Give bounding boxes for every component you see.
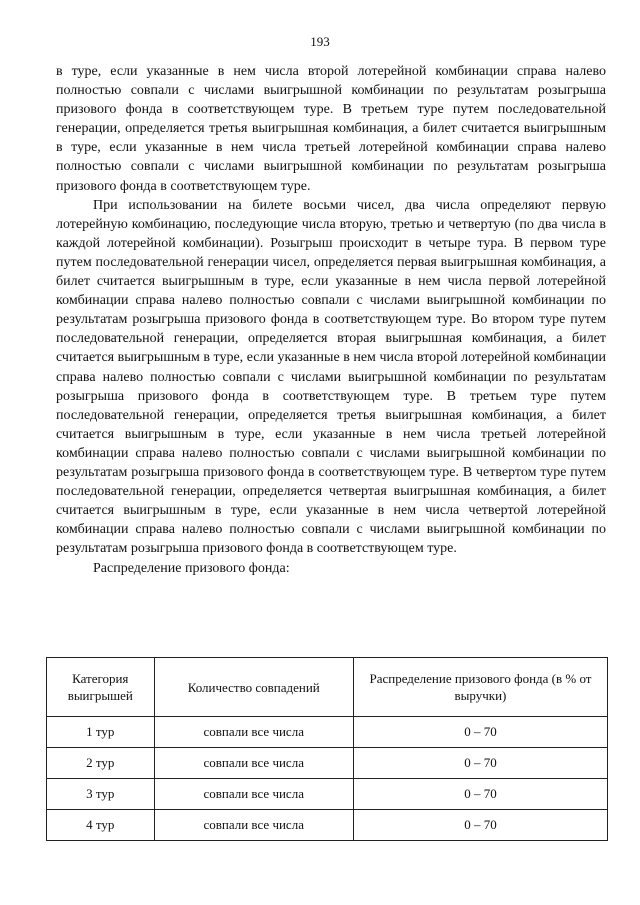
cell-distribution: 0 – 70 (353, 748, 607, 779)
table-row (47, 779, 608, 810)
prize-distribution-table (46, 657, 608, 841)
cell-distribution: 0 – 70 (353, 810, 607, 841)
cell-distribution: 0 – 70 (353, 779, 607, 810)
header-category: Категория выигрышей (47, 658, 155, 717)
table-row (47, 717, 608, 748)
table-row (47, 810, 608, 841)
cell-matches: совпали все числа (154, 748, 353, 779)
cell-category: 4 тур (47, 810, 155, 841)
paragraph-eight-numbers: При использовании на билете восьми чисел, два числа определяют первую лотерейную комбинацию, последующие числа вторую, третью и четвертую (по два числа в каждой лотерейной комбинации). Розыгрыш происходит в четыре тура. В первом туре путем последовательной генерации чисел, определяется первая выигрышная комбинация, а билет считается выигрышным в туре, если указанные в нем числа первой лотерейной комбинации справа налево полностью совпали с числами выигрышной комбинации по результатам розыгрыша призового фонда в соответствующем туре. Во втором туре путем последовательной генерации, определяется вторая выигрышная комбинация, а билет считается выигрышным в туре, если указанные в нем числа второй лотерейной комбинации справа налево полностью совпали с числами выигрышной комбинации по результатам розыгрыша призового фонда в соответствующем туре. В третьем туре путем последовательной генерации, определяется третья выигрышная комбинация, а билет считается выигрышным в туре, если указанные в нем числа третьей лотерейной комбинации справа налево полностью совпали с числами выигрышной комбинации по результатам розыгрыша призового фонда в соответствующем туре. В четвертом туре путем последовательной генерации, определяется четвертая выигрышная комбинация, а билет считается выигрышным в туре, если указанные в нем числа четвертой лотерейной комбинации справа налево полностью совпали с числами выигрышной комбинации по результатам розыгрыша призового фонда в соответствующем туре. (56, 197, 606, 557)
cell-distribution: 0 – 70 (353, 717, 607, 748)
cell-category: 1 тур (47, 717, 155, 748)
header-distribution: Распределение призового фонда (в % от выручки) (353, 658, 607, 717)
cell-category: 2 тур (47, 748, 155, 779)
paragraph-continuation: в туре, если указанные в нем числа второй лотерейной комбинации справа налево полностью совпали с числами выигрышной комбинации по результатам розыгрыша призового фонда в соответствующем туре. В третьем туре путем последовательной генерации, определяется третья выигрышная комбинация, а билет считается выигрышным в туре, если указанные в нем числа третьей лотерейной комбинации справа налево полностью совпали с числами выигрышной комбинации по результатам розыгрыша призового фонда в соответствующем туре. (56, 64, 606, 194)
cell-matches: совпали все числа (154, 810, 353, 841)
cell-matches: совпали все числа (154, 779, 353, 810)
table-header-row (47, 658, 608, 717)
table-row (47, 748, 608, 779)
cell-matches: совпали все числа (154, 717, 353, 748)
page-number: 193 (310, 34, 330, 49)
table-caption: Распределение призового фонда: (93, 561, 290, 577)
cell-category: 3 тур (47, 779, 155, 810)
body-text (56, 62, 606, 579)
header-matches: Количество совпадений (154, 658, 353, 717)
